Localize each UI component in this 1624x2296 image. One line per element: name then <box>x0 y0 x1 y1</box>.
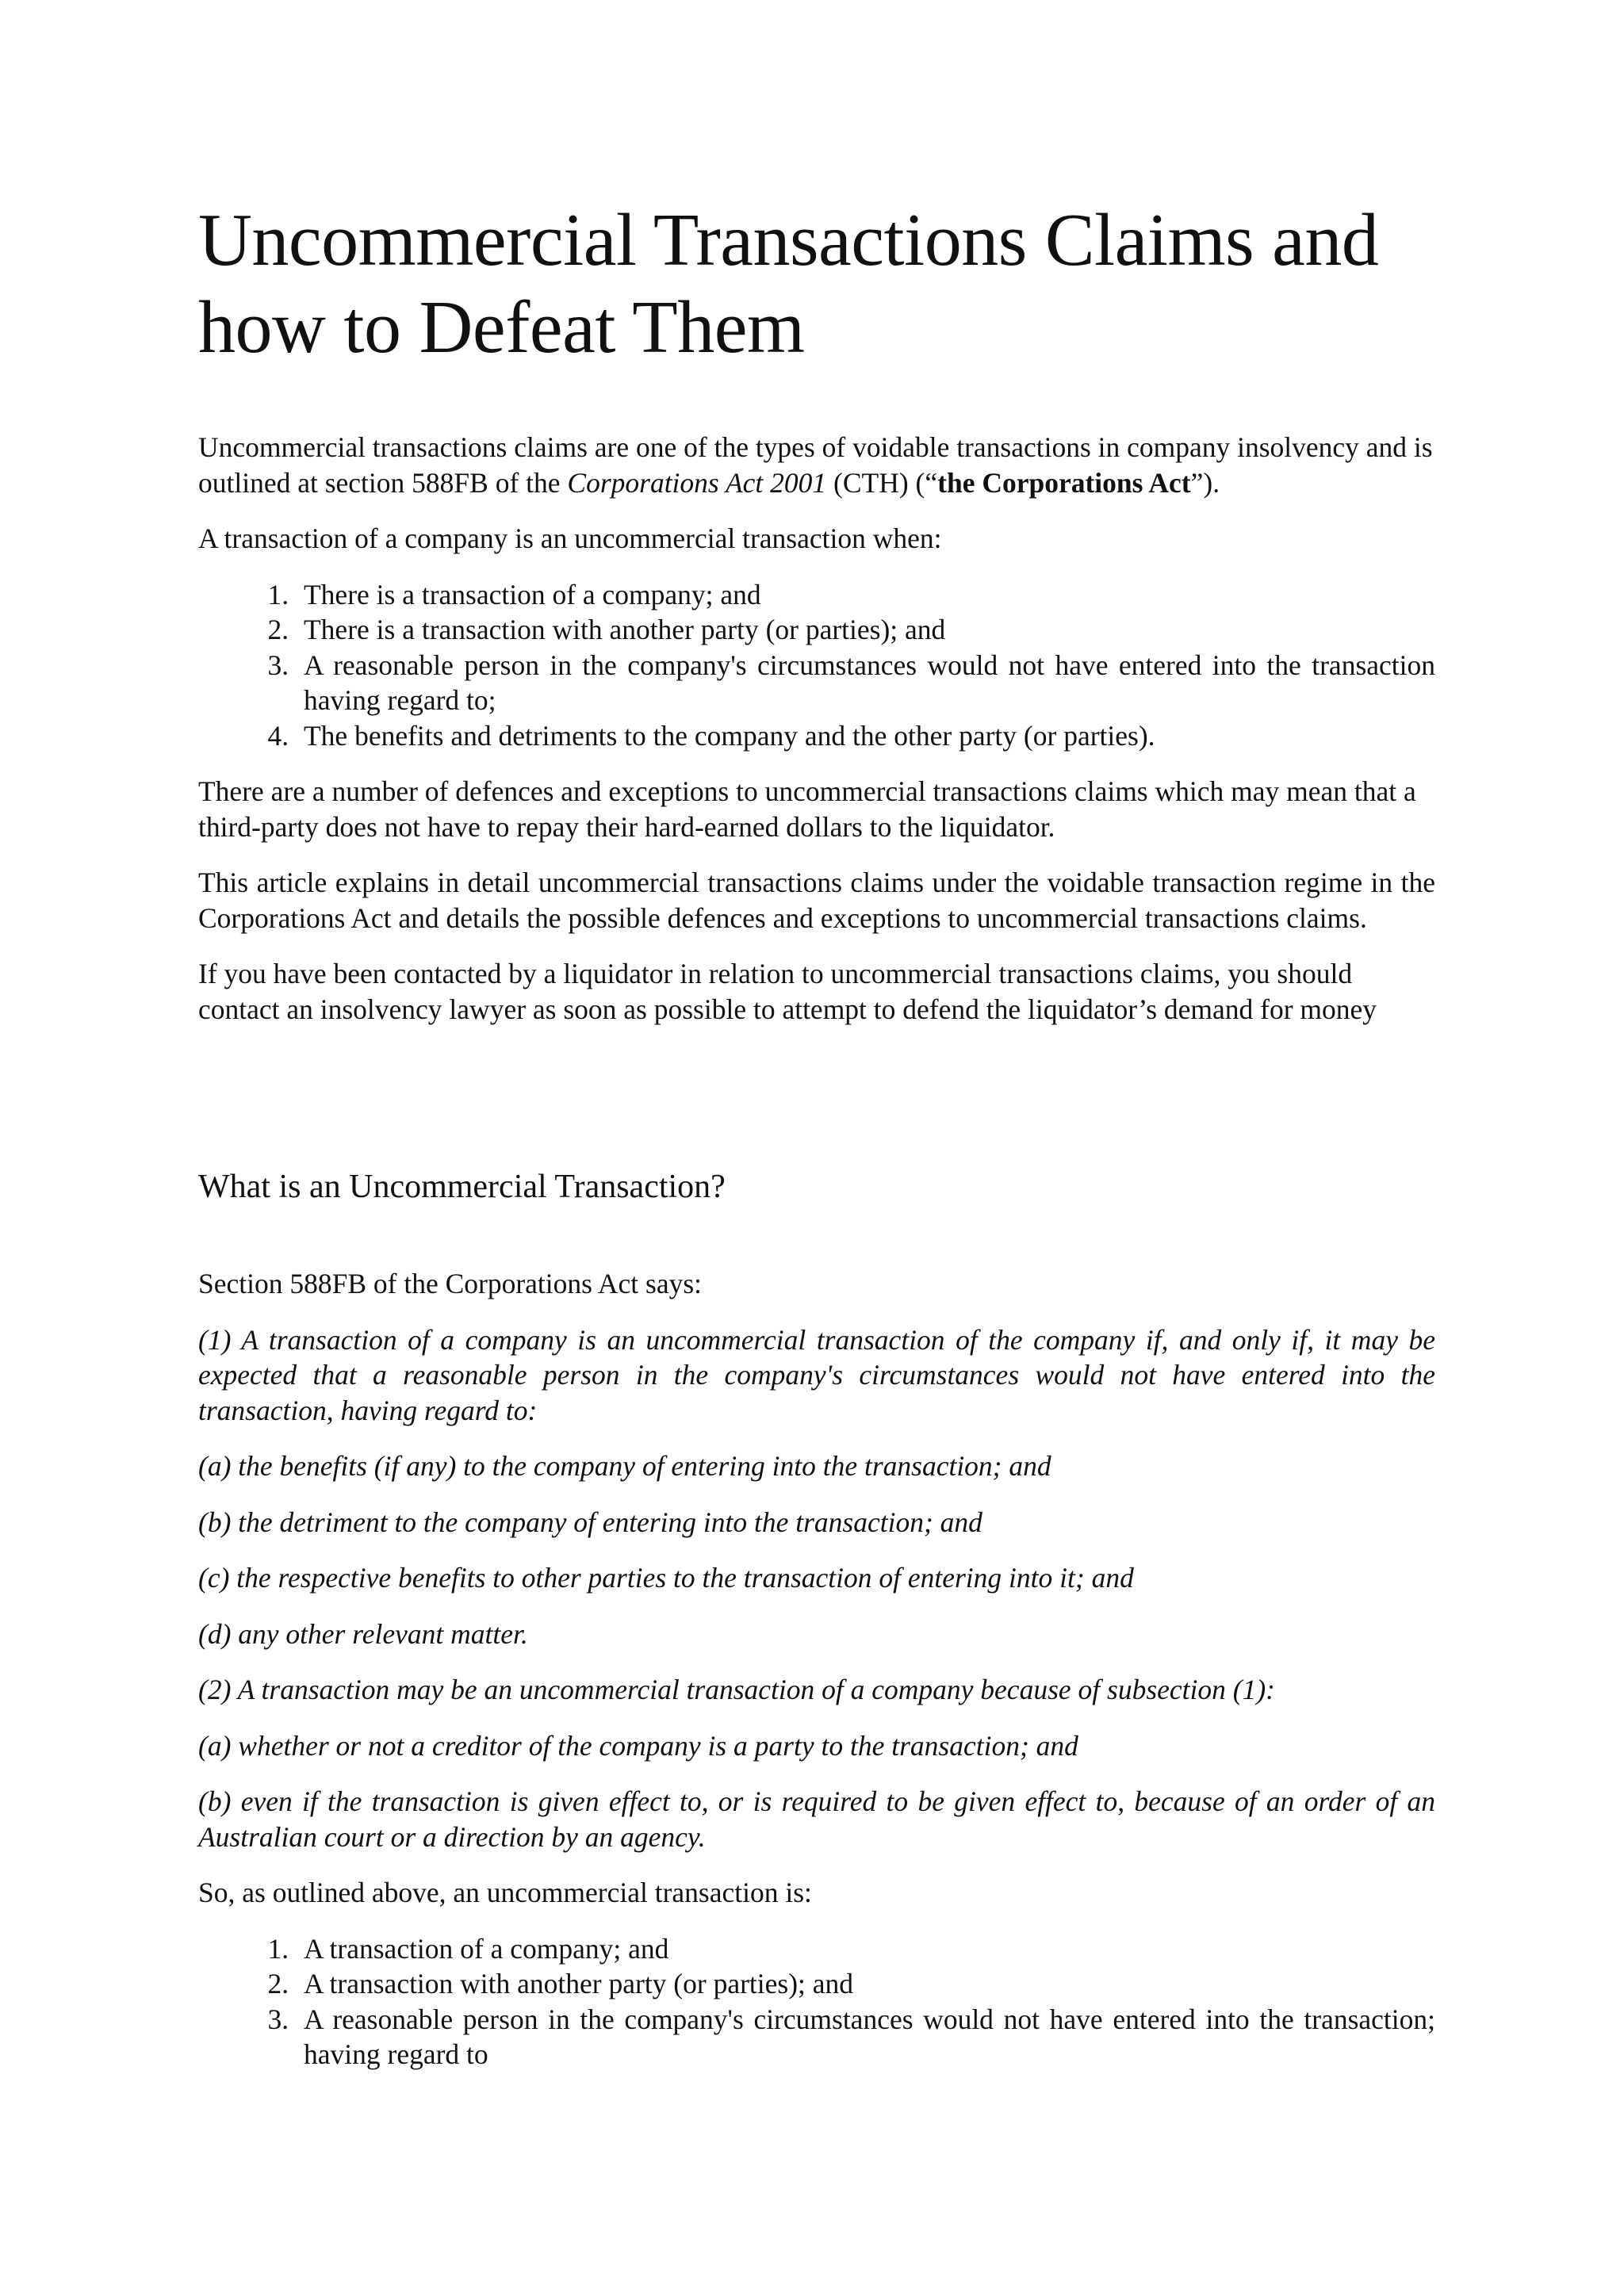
section-heading: What is an Uncommercial Transaction? <box>198 1169 726 1205</box>
summary-paragraph: So, as outlined above, an uncommercial transaction is: <box>198 1877 812 1908</box>
list-item: 3. A reasonable person in the company's circumstances would not have entered into the transaction having regard to; <box>296 648 1435 718</box>
criteria-list <box>198 577 1435 754</box>
list-item: 4. The benefits and detriments to the company and the other party (or parties). <box>296 718 1435 754</box>
quote-paragraph: (b) the detriment to the company of entering into the transaction; and <box>198 1506 982 1538</box>
act-name-italic: Corporations Act 2001 <box>567 466 827 499</box>
document-title: Uncommercial Transactions Claims and how to Defeat Them <box>198 199 1379 369</box>
quote-paragraph: (a) the benefits (if any) to the company of entering into the transaction; and <box>198 1450 1051 1482</box>
intro-paragraph-5: If you have been contacted by a liquidator in relation to uncommercial transactions claims, you should contact an insolvency lawyer as soon as possible to attempt to defend the liquidator’s demand for money <box>198 958 1377 1025</box>
list-item: 1. There is a transaction of a company; and <box>296 577 1435 613</box>
intro-paragraph-4: This article explains in detail uncommercial transactions claims under the voidable transaction regime in the Corporations Act and details the possible defences and exceptions to uncommercial transactions claims. <box>198 867 1435 934</box>
summary-list <box>198 1931 1435 2072</box>
list-item: 3. A reasonable person in the company's circumstances would not have entered into the transaction; having regard to <box>296 2002 1435 2072</box>
quote-paragraph: (b) even if the transaction is given effect to, or is required to be given effect to, because of an order of an Australian court or a direction by an agency. <box>198 1785 1435 1853</box>
intro-text: Uncommercial transactions claims are one of the types of voidable transactions in company insolvency and is outlined at section 588FB of the <box>198 431 1433 499</box>
quote-paragraph: (1) A transaction of a company is an uncommercial transaction of the company if, and only if, it may be expected that a reasonable person in the company's circumstances would not have entered into the transaction, having regard to: <box>198 1323 1435 1426</box>
quote-paragraph: (c) the respective benefits to other parties to the transaction of entering into it; and <box>198 1562 1134 1594</box>
quote-paragraph: (a) whether or not a creditor of the company is a party to the transaction; and <box>198 1729 1078 1762</box>
quote-paragraph: (d) any other relevant matter. <box>198 1617 528 1650</box>
intro-text: ”). <box>1190 466 1220 499</box>
intro-section <box>198 430 1435 1047</box>
intro-text: (CTH) (“ <box>826 466 938 499</box>
section-lead: Section 588FB of the Corporations Act says: <box>198 1268 703 1299</box>
quote-paragraph: (2) A transaction may be an uncommercial transaction of a company because of subsection (1): <box>198 1674 1275 1705</box>
intro-paragraph-3: There are a number of defences and exceptions to uncommercial transactions claims which may mean that a third-party does not have to repay their hard-earned dollars to the liquidator. <box>198 775 1416 843</box>
list-item: 2. There is a transaction with another party (or parties); and <box>296 612 1435 648</box>
defined-term-bold: the Corporations Act <box>937 466 1191 499</box>
intro-paragraph-2: A transaction of a company is an uncommercial transaction when: <box>198 522 942 554</box>
list-item: 1. A transaction of a company; and <box>296 1931 1435 1967</box>
list-item: 2. A transaction with another party (or parties); and <box>296 1966 1435 2002</box>
section-body <box>198 1266 1435 2093</box>
intro-paragraph-1 <box>198 430 1435 500</box>
